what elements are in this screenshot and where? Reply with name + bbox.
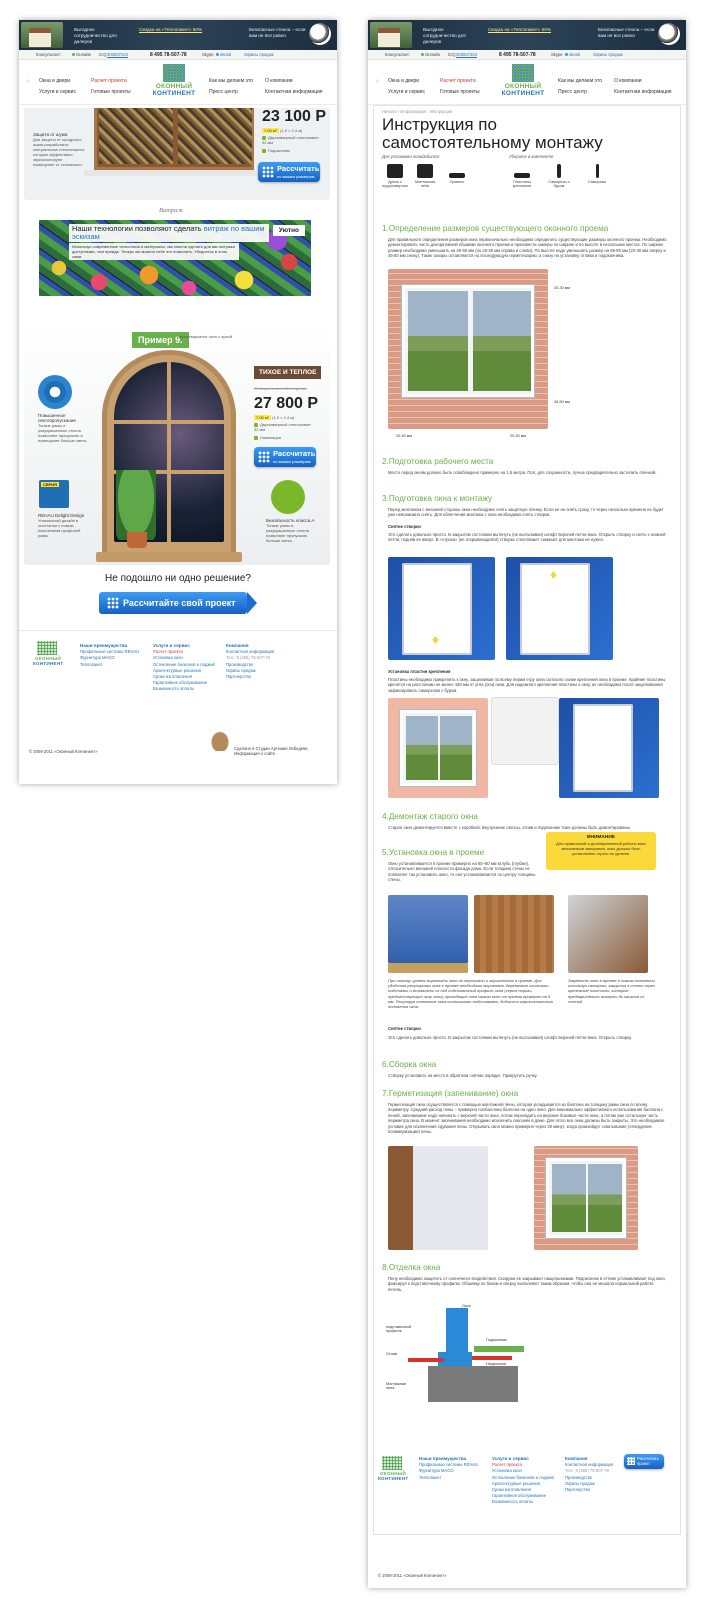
foaming-photo (388, 1146, 488, 1250)
price-top: 23 100 Р (262, 108, 327, 125)
screws-item: Саморезы (584, 164, 610, 184)
footer-col-title: Компания (226, 643, 249, 648)
drill-item: Дрель с шуруповертом (382, 164, 408, 188)
window-image (400, 710, 476, 786)
logo-line2: КОНТИНЕНТ (33, 661, 64, 666)
logo-line2: КОНТИНЕНТ (152, 90, 196, 97)
step-5-heading: 5.Установка окна в проеме (382, 848, 485, 857)
logo-line1: ОКОННЫЙ (504, 83, 542, 90)
noise-block (33, 132, 85, 167)
nav-windows[interactable]: Окна и двери (388, 78, 420, 84)
step-7-heading: 7.Герметизация (запенивание) окна (382, 1089, 519, 1098)
sash-removal-photo-1 (388, 557, 495, 660)
house-image (370, 22, 412, 48)
skype-link[interactable]: okonti (216, 52, 231, 57)
icq-link[interactable]: 303837234 (456, 52, 477, 57)
footer-link[interactable]: Партнерство (226, 674, 251, 680)
window-sill (84, 170, 264, 176)
footer-link[interactable]: Гарантийное обслуживание (492, 1493, 547, 1499)
footer-link[interactable]: Остекление балконов и лоджий (153, 661, 215, 667)
window-pane (178, 108, 252, 164)
diagram-label-window: Окно (462, 1304, 471, 1308)
banner-safety-link[interactable]: Безопасные стекла – если вам не все равно (249, 27, 306, 38)
wedge-photo (474, 895, 554, 973)
calc-button-sublabel: по вашим размерам (273, 459, 311, 464)
breadcrumb[interactable]: Начало › Информация › Инструкции (382, 109, 453, 114)
nav-contacts[interactable]: Контактная информация (265, 89, 323, 95)
plates-scheme-photo (388, 698, 488, 798)
site-logo[interactable] (501, 64, 545, 100)
footer-col-title: Компания (565, 1456, 588, 1461)
skype-label: Skype (202, 52, 214, 57)
banner-discount-link[interactable]: Скидка на «Теплопакет» 50% (139, 27, 202, 32)
calc-by-size-button[interactable] (258, 162, 320, 182)
home-icon[interactable]: ⌂ (376, 78, 380, 84)
footer-link[interactable]: Контактная информация (565, 1462, 614, 1468)
page-example-projects (19, 20, 337, 784)
dim-left: 20-30 мм (396, 434, 412, 438)
attention-title: ВНИМАНИЕ (587, 835, 615, 840)
nav-about[interactable]: О компании (614, 78, 642, 84)
footer-calc-button[interactable] (624, 1454, 664, 1469)
stained-title: Витраж (159, 207, 184, 214)
window-image (546, 1158, 626, 1238)
diagram-label-sill: Подоконник (486, 1338, 507, 1342)
check-icon (262, 149, 266, 153)
step-7-text: Герметизация окна осуществляется с помощью монтажной пены, которая укладывается из баллона на толщину рамы окна по всему периметру. Средний расход пены – примерно полбаллона баллона на одно окно. Для максимально эффективного использования баллона с пеной, запенивание надо начинать с верхней части окна, потом переходить на верхние боковые части окна, а потом уже остальную часть периметра окна. В момент запенивания необходимо исключить сквозняк в доме. Для этого все окна должны быть закрыты. Это необходимое условие для исключения сдувания пены. Открывать окно можно примерно через 30 минут, когда произойдет схватывание (отвердение полимеризации) пены. (388, 1102, 665, 1135)
footer-col-services (153, 643, 215, 693)
stained-text: Используя современные технологии и материалы, мы смогли сделать для вас витражи доступными, чем прежде. Теперь вы можете себе это позволить. Убедитесь в этом сами. (69, 243, 239, 260)
level-caption: При помощи уровня выровнять окно по вертикали и горизонтали в проеме. Для удобства регулировки окна в проеме необходимо выровнять деревянные клинышки-подставки и вставлять их под подставочный профиль окна (серые пороги, предшествующие окну зоны) проходящие тем самым окно от проема примерно на 5 мм. Регулируя положение окна клинышками-подставками, добиться горизонтального положения окна. (388, 978, 554, 1010)
safety-block (266, 518, 318, 543)
dim-right: 20-30 мм (510, 434, 526, 438)
footer-link[interactable]: Архитектурные решения (153, 667, 202, 673)
calc-button-sublabel: по вашим размерам (277, 174, 315, 179)
step-3-subheading: Снятие створки (388, 524, 421, 529)
banner-safety-link[interactable]: Безопасные стекла – если вам не все равно (598, 27, 655, 38)
nav-how[interactable]: Как мы делаем это (209, 78, 253, 84)
plates-item: Пластины крепления (509, 164, 535, 188)
quiet-warm-tag: ТИХОЕ И ТЕПЛОЕ (254, 366, 321, 379)
footer-link[interactable]: Офисы продаж (565, 1480, 595, 1486)
footer-col-advantages (80, 643, 139, 668)
safety-text: Тонкие рамы и разукрашенные стекла позволяют пропускать больше света. (266, 523, 309, 543)
cat-logo-icon (209, 729, 231, 751)
arch-sill (96, 552, 242, 562)
stained-glass-banner (39, 220, 311, 296)
check-icon (254, 436, 258, 440)
light-title: Повышенное светопропускание (38, 413, 76, 423)
nav-calc[interactable]: Расчет проекта (440, 78, 476, 84)
step-1-text: Для правильного определения размеров окна первоначально необходимо определить существующие размеры оконного проема. Необходимо демонтировать часть декоративной обшивки оконного проема и произвести замеры по ширине и по высоте в нескольких местах. По ширине размер необходимо уменьшить на 40-60 мм (по 20-30 мм справа и слева). По высоте надо уменьшить размер на 65-80 мм (20-30 мм сверху и 45-50 мм снизу). Такие зазоры оставляются на последующую герметизацию; а снизу на установку отлива и подоконника. (388, 237, 667, 259)
plates-text: Пластины необходимо прикрепить к окну, защелкивая по всему перим етру окна согласно схеме крепления окна в проеме. Крайние пластины крепятся на расстоянии не менее 150 мм от угла (оси) окна. Для надежного крепления пластины к окну, их необходимо после защелкивания зафиксировать саморезом с буром. (388, 677, 666, 693)
copyright-text: © 2009-2011 «Оконный Континент» (378, 1573, 447, 1578)
made-by-text: Сделано в Студии Артемия Лебедева (234, 746, 308, 751)
footer-col-company (565, 1456, 613, 1493)
window-pane (99, 108, 173, 164)
page-title: Инструкция по самостоятельному монтажу (382, 115, 603, 152)
offices-link[interactable]: Офисы продаж (244, 52, 274, 57)
nav-contacts[interactable]: Контактная информация (614, 89, 672, 95)
step-4-text: Старое окно демонтируется вместе с коробкой. Внутренние откосы, отлив и подоконник тоже должны быть демонтированы. (388, 825, 631, 830)
footer-link[interactable]: Сроки изготовления (492, 1487, 531, 1493)
step-5-text-2: Это сделать довольно просто. В закрытом состоянии вытянуть (не вытаскивая) штифт верхней петли вниз. Открыть створку. (388, 1035, 632, 1040)
online-status-icon (421, 53, 424, 56)
phone-number: 8 495 78-507-78 (150, 51, 187, 58)
footer-link[interactable]: Возможность оплаты (492, 1499, 534, 1505)
level-icon (449, 173, 465, 178)
page-installation-guide (368, 20, 686, 1588)
window-profile-shape (446, 1308, 468, 1358)
example-sublabel: Одностворчатое окно с аркой (177, 334, 232, 339)
calculator-icon (107, 597, 119, 609)
footer-col-advantages (419, 1456, 478, 1481)
skype-label: Skype (551, 52, 563, 57)
banner-dealers-link[interactable]: Выгодное сотрудничество для дилеров (423, 27, 466, 44)
logo-line1: ОКОННЫЙ (155, 83, 193, 90)
price-example-9: 27 800 Р (254, 395, 319, 412)
footer-link[interactable]: Архитектурные решения (492, 1480, 541, 1486)
series-title: REHAU Delight Design (38, 513, 85, 518)
noise-title: Защита от шума (33, 132, 68, 137)
drill-icon (387, 164, 403, 178)
skype-link[interactable]: okonti (565, 52, 580, 57)
sun-icon (38, 375, 72, 409)
rehau-series-badge (39, 480, 69, 508)
diagram-label-strip: Нащельник (486, 1362, 506, 1366)
logo-icon (37, 641, 57, 655)
logo-line2: КОНТИНЕНТ (501, 90, 545, 97)
consultant-label: Консультант: (36, 52, 62, 57)
skype-icon (565, 53, 568, 56)
footer-link[interactable]: Гарантийное обслуживание (153, 680, 208, 686)
plate-closeup-photo (492, 698, 558, 764)
promo-banner[interactable] (19, 20, 337, 50)
diagram-label-profile: подставочный профиль (386, 1325, 411, 1333)
copyright: © 2009-2011 «Оконный Континент» (29, 749, 98, 754)
plate-icon (514, 173, 530, 178)
example-label: Пример 9. (132, 332, 189, 348)
plates-subheading: Установка пластин крепления (388, 669, 451, 674)
step-5-text: Окно устанавливается в проеме примерно на 60–80 мм вглубь (глубже), относительно внешней плоскости фасада дома. Если толщина стены не позволяет так установить окно, то оно устанавливается по центру толщины стены. (388, 861, 536, 883)
nav-press[interactable]: Пресс центр (558, 89, 587, 95)
online-consultant-link[interactable]: Онлайн (421, 52, 440, 57)
step-6-text: Створку установить на место в обратном снятию порядке. Прикрутить ручку. (388, 1073, 538, 1078)
footer-col-title: Наши преимущества (80, 643, 128, 648)
calculator-icon (262, 166, 274, 178)
calc-button-label: Рассчитать (277, 164, 320, 173)
noise-text: Для защиты от городского шума разработаны специальные стеклопакеты которые эффективно звукоизолируют помещение от стекаемого. (33, 137, 85, 167)
footer (19, 630, 337, 784)
calc-project-label: Рассчитайте свой проект (123, 598, 236, 608)
series-block (38, 513, 90, 538)
icq-label: ICQ (99, 52, 107, 57)
footer-col-title: Наши преимущества (419, 1456, 467, 1461)
attention-text: Для правильной и долговременной работы всех механизмов запирания, окно должно быть установлено строго по уровню. (556, 841, 646, 856)
footer-link[interactable]: Партнерство (565, 1487, 590, 1493)
online-consultant-link[interactable]: Онлайн (72, 52, 91, 57)
light-block (38, 413, 90, 443)
tools-included-label: Уберите в комплекте (509, 154, 554, 159)
screw-fix-photo (568, 895, 648, 973)
footer-col-title: Услуги и сервис (492, 1456, 529, 1461)
footer-link[interactable]: Контактная информация (226, 649, 275, 655)
window-frame (520, 563, 590, 655)
safety-title: Безопасность класса А (266, 518, 315, 523)
footer-link[interactable]: Возможность оплаты (153, 686, 195, 692)
dim-bottom: 45-50 мм (554, 400, 570, 404)
glass (440, 716, 472, 780)
sill-shape (474, 1346, 524, 1352)
home-icon[interactable]: ⌂ (27, 78, 31, 84)
screw-icon (557, 164, 561, 178)
offices-link[interactable]: Офисы продаж (593, 52, 623, 57)
footer-columns (368, 1450, 686, 1540)
cozy-label: Уютно (273, 225, 305, 236)
area-badge: 7.00 м² (1,9 × 2,4 м) (256, 415, 295, 420)
glass (406, 716, 438, 780)
feature-glass: Двухкамерный стеклопакет 32 мм (254, 422, 311, 432)
glass (588, 1164, 622, 1232)
strip-shape (472, 1356, 512, 1360)
contacts-bar (19, 50, 337, 60)
nav-press[interactable]: Пресс центр (209, 89, 238, 95)
footer-link[interactable]: Теплопакет (80, 661, 103, 667)
series-label: СЕРИЯ (43, 482, 57, 487)
fix-caption: Закрепить окно в проеме в таком положении, используя саморезы, закрутив в стены через крепежные пластины, которые предварительно выгнуть до касания со стеной (568, 978, 656, 1004)
footer-link[interactable]: Остекление балконов и лоджий (492, 1474, 554, 1480)
window-opening-photo (388, 269, 548, 429)
footer-col-title: Услуги и сервис (153, 643, 190, 648)
footer-link[interactable]: Сроки изготовления (153, 674, 192, 680)
phone-number: 8 495 78-507-78 (499, 51, 536, 58)
lock-icon (271, 480, 305, 514)
banner-dealers-link[interactable]: Выгодное сотрудничество для дилеров (74, 27, 117, 44)
glass (408, 291, 468, 391)
nav-services[interactable]: Услуги и сервис (388, 89, 425, 95)
step-2-heading: 2.Подготовка рабочего места (382, 457, 494, 466)
footer-link[interactable]: Расчет проекта (153, 649, 183, 655)
contacts-bar (368, 50, 686, 60)
footer-phone: Тел.: 8 (495) 78-507-78 (565, 1468, 609, 1474)
foam-item: Монтажная пена (412, 164, 438, 188)
plate-mounted-photo (559, 698, 659, 798)
footer-link[interactable]: Теплопакет (419, 1474, 442, 1480)
screw-icon (596, 164, 599, 178)
step-1-heading: 1.Определение размеров существующего оконного проема (382, 224, 609, 233)
calculator-icon (258, 451, 270, 463)
example-9-card (24, 320, 330, 565)
footer-link[interactable]: Производство (565, 1474, 593, 1480)
step-8-heading: 8.Отделка окна (382, 1263, 441, 1272)
screws-drill-item: Саморезы с буром (546, 164, 572, 188)
footer-nav (368, 1450, 686, 1540)
nav-windows[interactable]: Окна и двери (39, 78, 71, 84)
footer-phone: Тел.: 8 (495) 78-507-78 (226, 655, 270, 661)
area-badge: 7.00 м² (1,9 × 2,4 м) (264, 128, 303, 133)
window-image (402, 285, 534, 397)
feature-sill: Подоконник (262, 148, 290, 153)
copyright (378, 1573, 447, 1579)
step-6-heading: 6.Сборка окна (382, 1060, 437, 1069)
dim-top: 20-30 мм (554, 286, 570, 290)
logo-line1: ОКОННЫЙ (35, 656, 61, 661)
step-3-heading: 3.Подготовка окна к монтажу (382, 494, 493, 503)
house-image (21, 22, 63, 48)
footer-link[interactable]: Фурнитура MACO (80, 655, 115, 661)
logo-line1: ОКОННЫЙ (380, 1471, 406, 1476)
step-8-text: Пену необходимо защитить от солнечного воздействия. Снаружи ее закрывают нащельниками. Подоконник в оттиве устанавливают под окно, фиксируя к подставочному профилю. Обшивку по бокам и сверху выполняют таким образом, чтобы она не мешала нормальной работе петель. (388, 1276, 666, 1292)
nav-ready[interactable]: Готовые проекты (91, 89, 131, 95)
footer-col-services (492, 1456, 554, 1506)
site-logo[interactable] (152, 64, 196, 100)
foam-can-icon (417, 164, 433, 178)
no-solution-heading: Не подошло ни одно решение? (105, 573, 251, 584)
glass (473, 291, 531, 391)
online-status-icon (72, 53, 75, 56)
level-item: Уровень (444, 164, 470, 184)
ebb-shape (408, 1358, 444, 1362)
footer-link[interactable]: Установка окон (492, 1468, 522, 1474)
nav-calc[interactable]: Расчет проекта (91, 78, 127, 84)
logo-icon-overlay (512, 64, 534, 82)
finishing-diagram (388, 1306, 528, 1416)
calculator-icon (627, 1457, 635, 1465)
footer-col-company (226, 643, 274, 680)
icq-link[interactable]: 303837234 (107, 52, 128, 57)
sash-removal-photo-2 (506, 557, 613, 660)
footer-link[interactable]: Установка окон (153, 655, 183, 661)
feature-lamination: Ламинация (254, 435, 281, 440)
light-text: Тонкие рамы и разукрашенные стекла позволяют пропускать в помещение больше света. (38, 423, 88, 443)
window-photo (94, 108, 254, 170)
site-info-link[interactable]: Информация о сайте (234, 751, 276, 756)
diagram-label-ebb: Отлив (386, 1352, 397, 1356)
price-note: Стоимость окна без отделки (254, 386, 307, 391)
window-frame (573, 704, 633, 792)
footer-link[interactable]: Профильные системы REHAU (80, 649, 140, 655)
attention-box (546, 832, 656, 870)
footer-logo[interactable] (33, 641, 63, 669)
nav-services[interactable]: Услуги и сервис (39, 89, 76, 95)
pot-image (127, 532, 147, 548)
logo-icon-overlay (163, 64, 185, 82)
made-by (234, 746, 334, 756)
footer-link[interactable]: Расчет проекта (492, 1462, 522, 1468)
wall-shape (428, 1366, 518, 1402)
foamed-window-photo (534, 1146, 638, 1250)
soccer-ball-image (309, 23, 331, 45)
footer-link[interactable]: Офисы продаж (226, 667, 256, 673)
level-check-photo (388, 895, 468, 973)
footer-link[interactable]: Производство (226, 661, 254, 667)
series-text: Уникальный дизайн в сочетании с новым поколением профилей рамы. (38, 518, 81, 538)
calc-project-button[interactable] (99, 592, 247, 614)
soccer-ball-image (658, 23, 680, 45)
plant-image (116, 470, 156, 540)
tools-needed-label: Для установки понадобится (382, 154, 440, 159)
nav-about[interactable]: О компании (265, 78, 293, 84)
step-3-text-2: Это сделать довольно просто. В закрытом состоянии вытянуть (не вытаскивая) штифт верхней петли вниз. Открыть створку и снять с нижней петли, подняв ее вверх. В «глухом» (не открывающейся) створке стеклопакет снимают для монтажа не нужно. (388, 532, 666, 543)
skype-icon (216, 53, 219, 56)
icq-label: ICQ (448, 52, 456, 57)
promo-banner[interactable] (368, 20, 686, 50)
step-4-heading: 4.Демонтаж старого окна (382, 812, 478, 821)
calc-button-label: Рассчитать (273, 449, 316, 458)
step-3-text: Перед монтажом с внешней стороны окна необходимо снять защитную пленку. Если ее не снять сразу, то через несколько времени ее будет уже невозможно снять. Для облегчения монтажа с окна необходимо снять створки. (388, 507, 664, 518)
nav-how[interactable]: Как мы делаем это (558, 78, 602, 84)
banner-discount-link[interactable]: Скидка на «Теплопакет» 50% (488, 27, 551, 32)
feature-glass: Двухкамерный стеклопакет 32 мм (262, 135, 319, 145)
instruction-content (373, 105, 681, 1535)
logo-line2: КОНТИНЕНТ (378, 1476, 409, 1481)
nav-ready[interactable]: Готовые проекты (440, 89, 480, 95)
step-2-text: Место перед окном должно быть освобождено примерно на 1,5 метра. Пол, для сохранности, лучше предварительно застелить пленкой. (388, 470, 657, 475)
calc-by-size-button[interactable] (254, 447, 316, 467)
step-5-subheading: Снятие створки (388, 1026, 421, 1031)
glass (552, 1164, 586, 1232)
footer-calc-label: Рассчитать проект (637, 1456, 659, 1466)
stained-heading: Наши технологии позволяют сделать витраж по вашим эскизам (69, 224, 269, 242)
diagram-label-foam: Монтажная пена (386, 1382, 407, 1390)
consultant-label: Консультант: (385, 52, 411, 57)
footer-link[interactable]: Фурнитура MACO (419, 1468, 454, 1474)
footer-link[interactable]: Профильные системы REHAU (419, 1462, 479, 1468)
footer (368, 1545, 686, 1588)
